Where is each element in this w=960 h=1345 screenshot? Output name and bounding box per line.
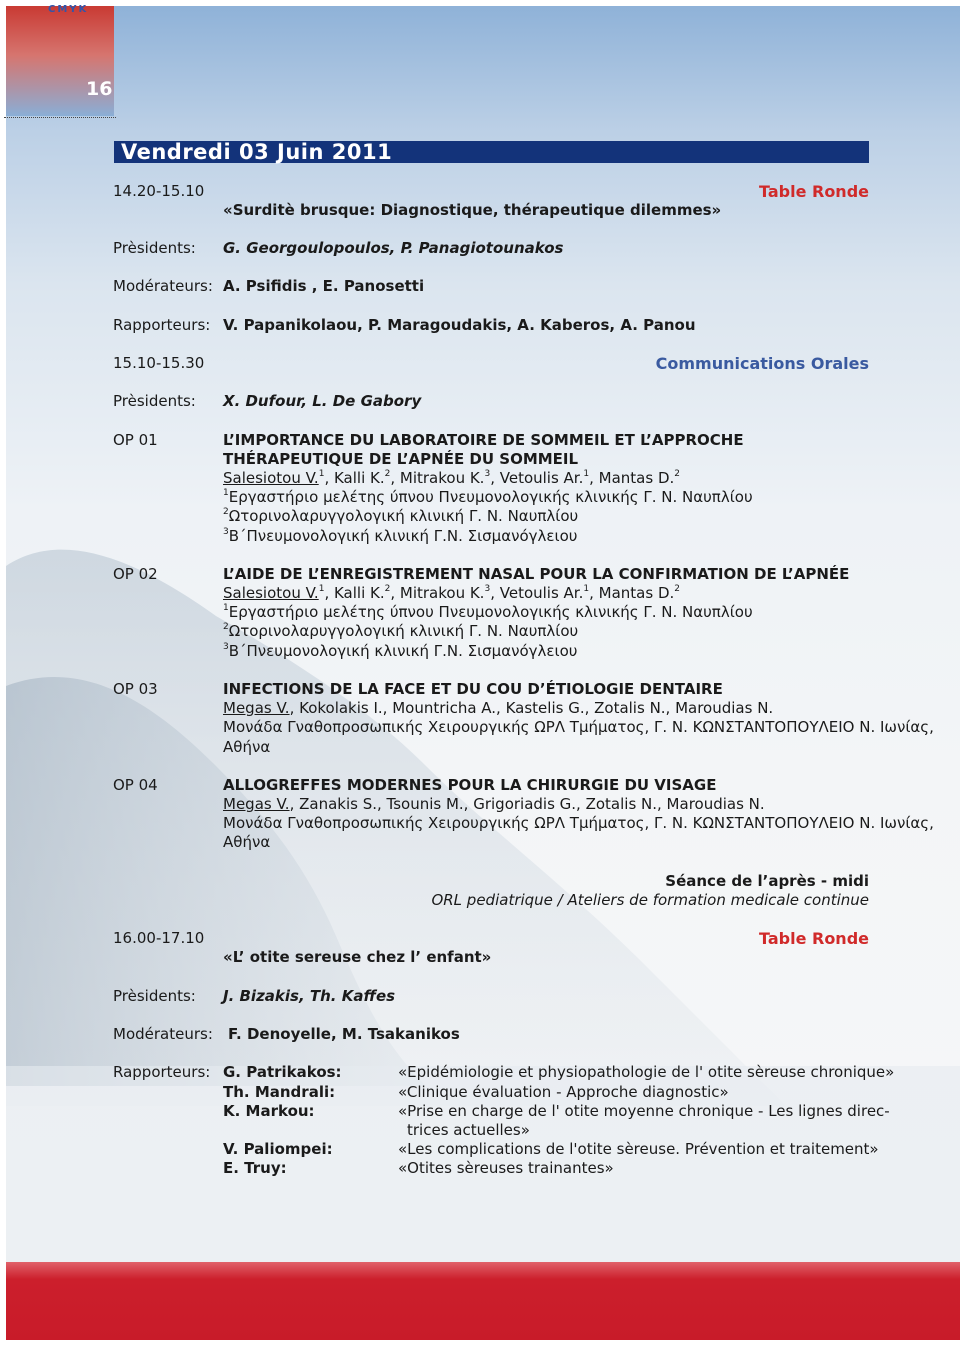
talk-topic: «Clinique évaluation - Approche diagnostic»: [398, 1083, 729, 1101]
affiliation: [223, 603, 753, 622]
page-number: 16: [86, 78, 113, 100]
session-time: 15.10-15.30: [113, 354, 205, 372]
op-authors: [223, 795, 765, 814]
day-title: Vendredi 03 Juin 2011: [114, 141, 869, 163]
affiliation-text: Εργαστήριο μελέτης ύπνου Πνευμονολογικής κλινικής Γ. Ν. Ναυπλίου: [228, 488, 753, 506]
affiliation-mark: 3: [484, 469, 491, 479]
affiliation: [223, 642, 577, 661]
op-code: OP 03: [113, 680, 158, 698]
author: , Vetoulis Ar.: [490, 469, 584, 487]
rapporteurs-label: Rapporteurs:: [113, 1063, 211, 1081]
affiliation-mark: 3: [223, 527, 229, 537]
moderators-label: Modérateurs:: [113, 277, 213, 295]
affiliation-mark: 1: [223, 603, 229, 613]
talk-topic: «Epidémiologie et physiopathologie de l' otite sèreuse chronique»: [398, 1063, 895, 1081]
op-title-line: THÉRAPEUTIQUE DE L’APNÉE DU SOMMEIL: [223, 450, 579, 468]
presidents-label: Prèsidents:: [113, 239, 196, 257]
print-marks: CMYK: [48, 4, 89, 15]
presenting-author: Salesiotou V.: [223, 584, 319, 602]
op-code: OP 02: [113, 565, 158, 583]
session-type: Communications Orales: [655, 354, 869, 373]
talk-speaker: Th. Mandrali:: [223, 1083, 336, 1101]
talk-speaker: G. Patrikakos:: [223, 1063, 342, 1081]
author: , Mantas D.: [589, 469, 675, 487]
presidents-names: X. Dufour, L. De Gabory: [223, 392, 422, 410]
affiliation-text: Β΄Πνευμονολογική κλινική Γ.Ν. Σισμανόγλειου: [228, 642, 578, 660]
seance-subheading: ORL pediatrique / Ateliers de formation medicale continue: [431, 891, 869, 909]
affiliation-mark: 2: [674, 469, 680, 479]
author: , Vetoulis Ar.: [490, 584, 584, 602]
session-time: 16.00-17.10: [113, 929, 205, 947]
dotted-divider: [4, 117, 116, 118]
rapporteurs-label: Rapporteurs:: [113, 316, 211, 334]
talk-topic-continued: trices actuelles»: [407, 1121, 530, 1139]
affiliation: [223, 507, 578, 526]
moderators-names: F. Denoyelle, M. Tsakanikos: [228, 1025, 460, 1043]
affiliation: Μονάδα Γναθοπροσωπικής Χειρουργικής ΩΡΛ Τμήματος, Γ. Ν. ΚΩΝΣΤΑΝΤΟΠΟΥΛΕΙΟ Ν. Ιωνίας,: [223, 814, 934, 832]
talk-speaker: K. Markou:: [223, 1102, 315, 1120]
affiliation-mark: 1: [223, 488, 229, 498]
affiliation-mark: 1: [583, 469, 590, 479]
author: , Mitrakou K.: [390, 469, 485, 487]
affiliation: Αθήνα: [223, 833, 271, 851]
author: , Mantas D.: [589, 584, 675, 602]
affiliation-mark: 1: [318, 469, 325, 479]
affiliation-mark: 3: [484, 584, 491, 594]
affiliation-text: Β΄Πνευμονολογική κλινική Γ.Ν. Σισμανόγλειου: [228, 527, 578, 545]
author: , Kalli K.: [324, 584, 385, 602]
presenting-author: Megas V.: [223, 795, 290, 813]
op-title-line: ALLOGREFFES MODERNES POUR LA CHIRURGIE DU VISAGE: [223, 776, 717, 794]
op-authors: [223, 699, 773, 718]
author: , Zanakis S., Tsounis M., Grigoriadis G., Zotalis N., Maroudias N.: [289, 795, 765, 813]
affiliation-mark: 2: [674, 584, 680, 594]
rapporteurs-names: V. Papanikolaou, P. Maragoudakis, A. Kaberos, A. Panou: [223, 316, 696, 334]
affiliation: Μονάδα Γναθοπροσωπικής Χειρουργικής ΩΡΛ Τμήματος, Γ. Ν. ΚΩΝΣΤΑΝΤΟΠΟΥΛΕΙΟ Ν. Ιωνίας,: [223, 718, 934, 736]
op-authors: [223, 469, 680, 488]
op-title-line: L’AIDE DE L’ENREGISTREMENT NASAL POUR LA CONFIRMATION DE L’APNÉE: [223, 565, 850, 583]
affiliation-mark: 2: [223, 507, 229, 517]
op-code: OP 04: [113, 776, 158, 794]
affiliation-mark: 2: [384, 469, 391, 479]
footer-band: [6, 1262, 960, 1340]
affiliation-mark: 2: [384, 584, 391, 594]
affiliation: [223, 527, 577, 546]
presenting-author: Salesiotou V.: [223, 469, 319, 487]
session-title: «Surditè brusque: Diagnostique, thérapeutique dilemmes»: [223, 201, 722, 219]
op-title-line: L’IMPORTANCE DU LABORATOIRE DE SOMMEIL ET L’APPROCHE: [223, 431, 744, 449]
affiliation-mark: 1: [583, 584, 590, 594]
session-type: Table Ronde: [758, 182, 869, 201]
affiliation-mark: 1: [318, 584, 325, 594]
talk-speaker: E. Truy:: [223, 1159, 287, 1177]
affiliation-text: Ωτορινολαρυγγολογική κλινική Γ. Ν. Ναυπλίου: [228, 507, 579, 525]
affiliation-mark: 2: [223, 622, 229, 632]
affiliation: [223, 622, 578, 641]
affiliation: [223, 488, 753, 507]
talk-topic: «Les complications de l'otite sèreuse. Prévention et traitement»: [398, 1140, 879, 1158]
seance-heading: Séance de l’après - midi: [665, 872, 869, 890]
presidents-label: Prèsidents:: [113, 987, 196, 1005]
op-authors: [223, 584, 680, 603]
moderators-label: Modérateurs:: [113, 1025, 213, 1043]
talk-speaker: V. Paliompei:: [223, 1140, 333, 1158]
session-title: «L’ otite sereuse chez l’ enfant»: [223, 948, 492, 966]
author: , Mitrakou K.: [390, 584, 485, 602]
presidents-label: Prèsidents:: [113, 392, 196, 410]
author: , Kokolakis I., Mountricha A., Kastelis G., Zotalis N., Maroudias N.: [289, 699, 774, 717]
presenting-author: Megas V.: [223, 699, 290, 717]
affiliation: Αθήνα: [223, 738, 271, 756]
talk-topic: «Otites sèreuses trainantes»: [398, 1159, 614, 1177]
op-code: OP 01: [113, 431, 158, 449]
affiliation-text: Εργαστήριο μελέτης ύπνου Πνευμονολογικής κλινικής Γ. Ν. Ναυπλίου: [228, 603, 753, 621]
author: , Kalli K.: [324, 469, 385, 487]
op-title-line: INFECTIONS DE LA FACE ET DU COU D’ÉTIOLOGIE DENTAIRE: [223, 680, 723, 698]
session-type: Table Ronde: [758, 929, 869, 948]
presidents-names: G. Georgoulopoulos, P. Panagiotounakos: [223, 239, 564, 257]
affiliation-text: Ωτορινολαρυγγολογική κλινική Γ. Ν. Ναυπλίου: [228, 622, 579, 640]
presidents-names: J. Bizakis, Th. Kaffes: [223, 987, 396, 1005]
moderators-names: A. Psifidis , E. Panosetti: [223, 277, 425, 295]
talk-topic: «Prise en charge de l' otite moyenne chronique - Les lignes direc-: [398, 1102, 890, 1120]
affiliation-mark: 3: [223, 642, 229, 652]
session-time: 14.20-15.10: [113, 182, 205, 200]
